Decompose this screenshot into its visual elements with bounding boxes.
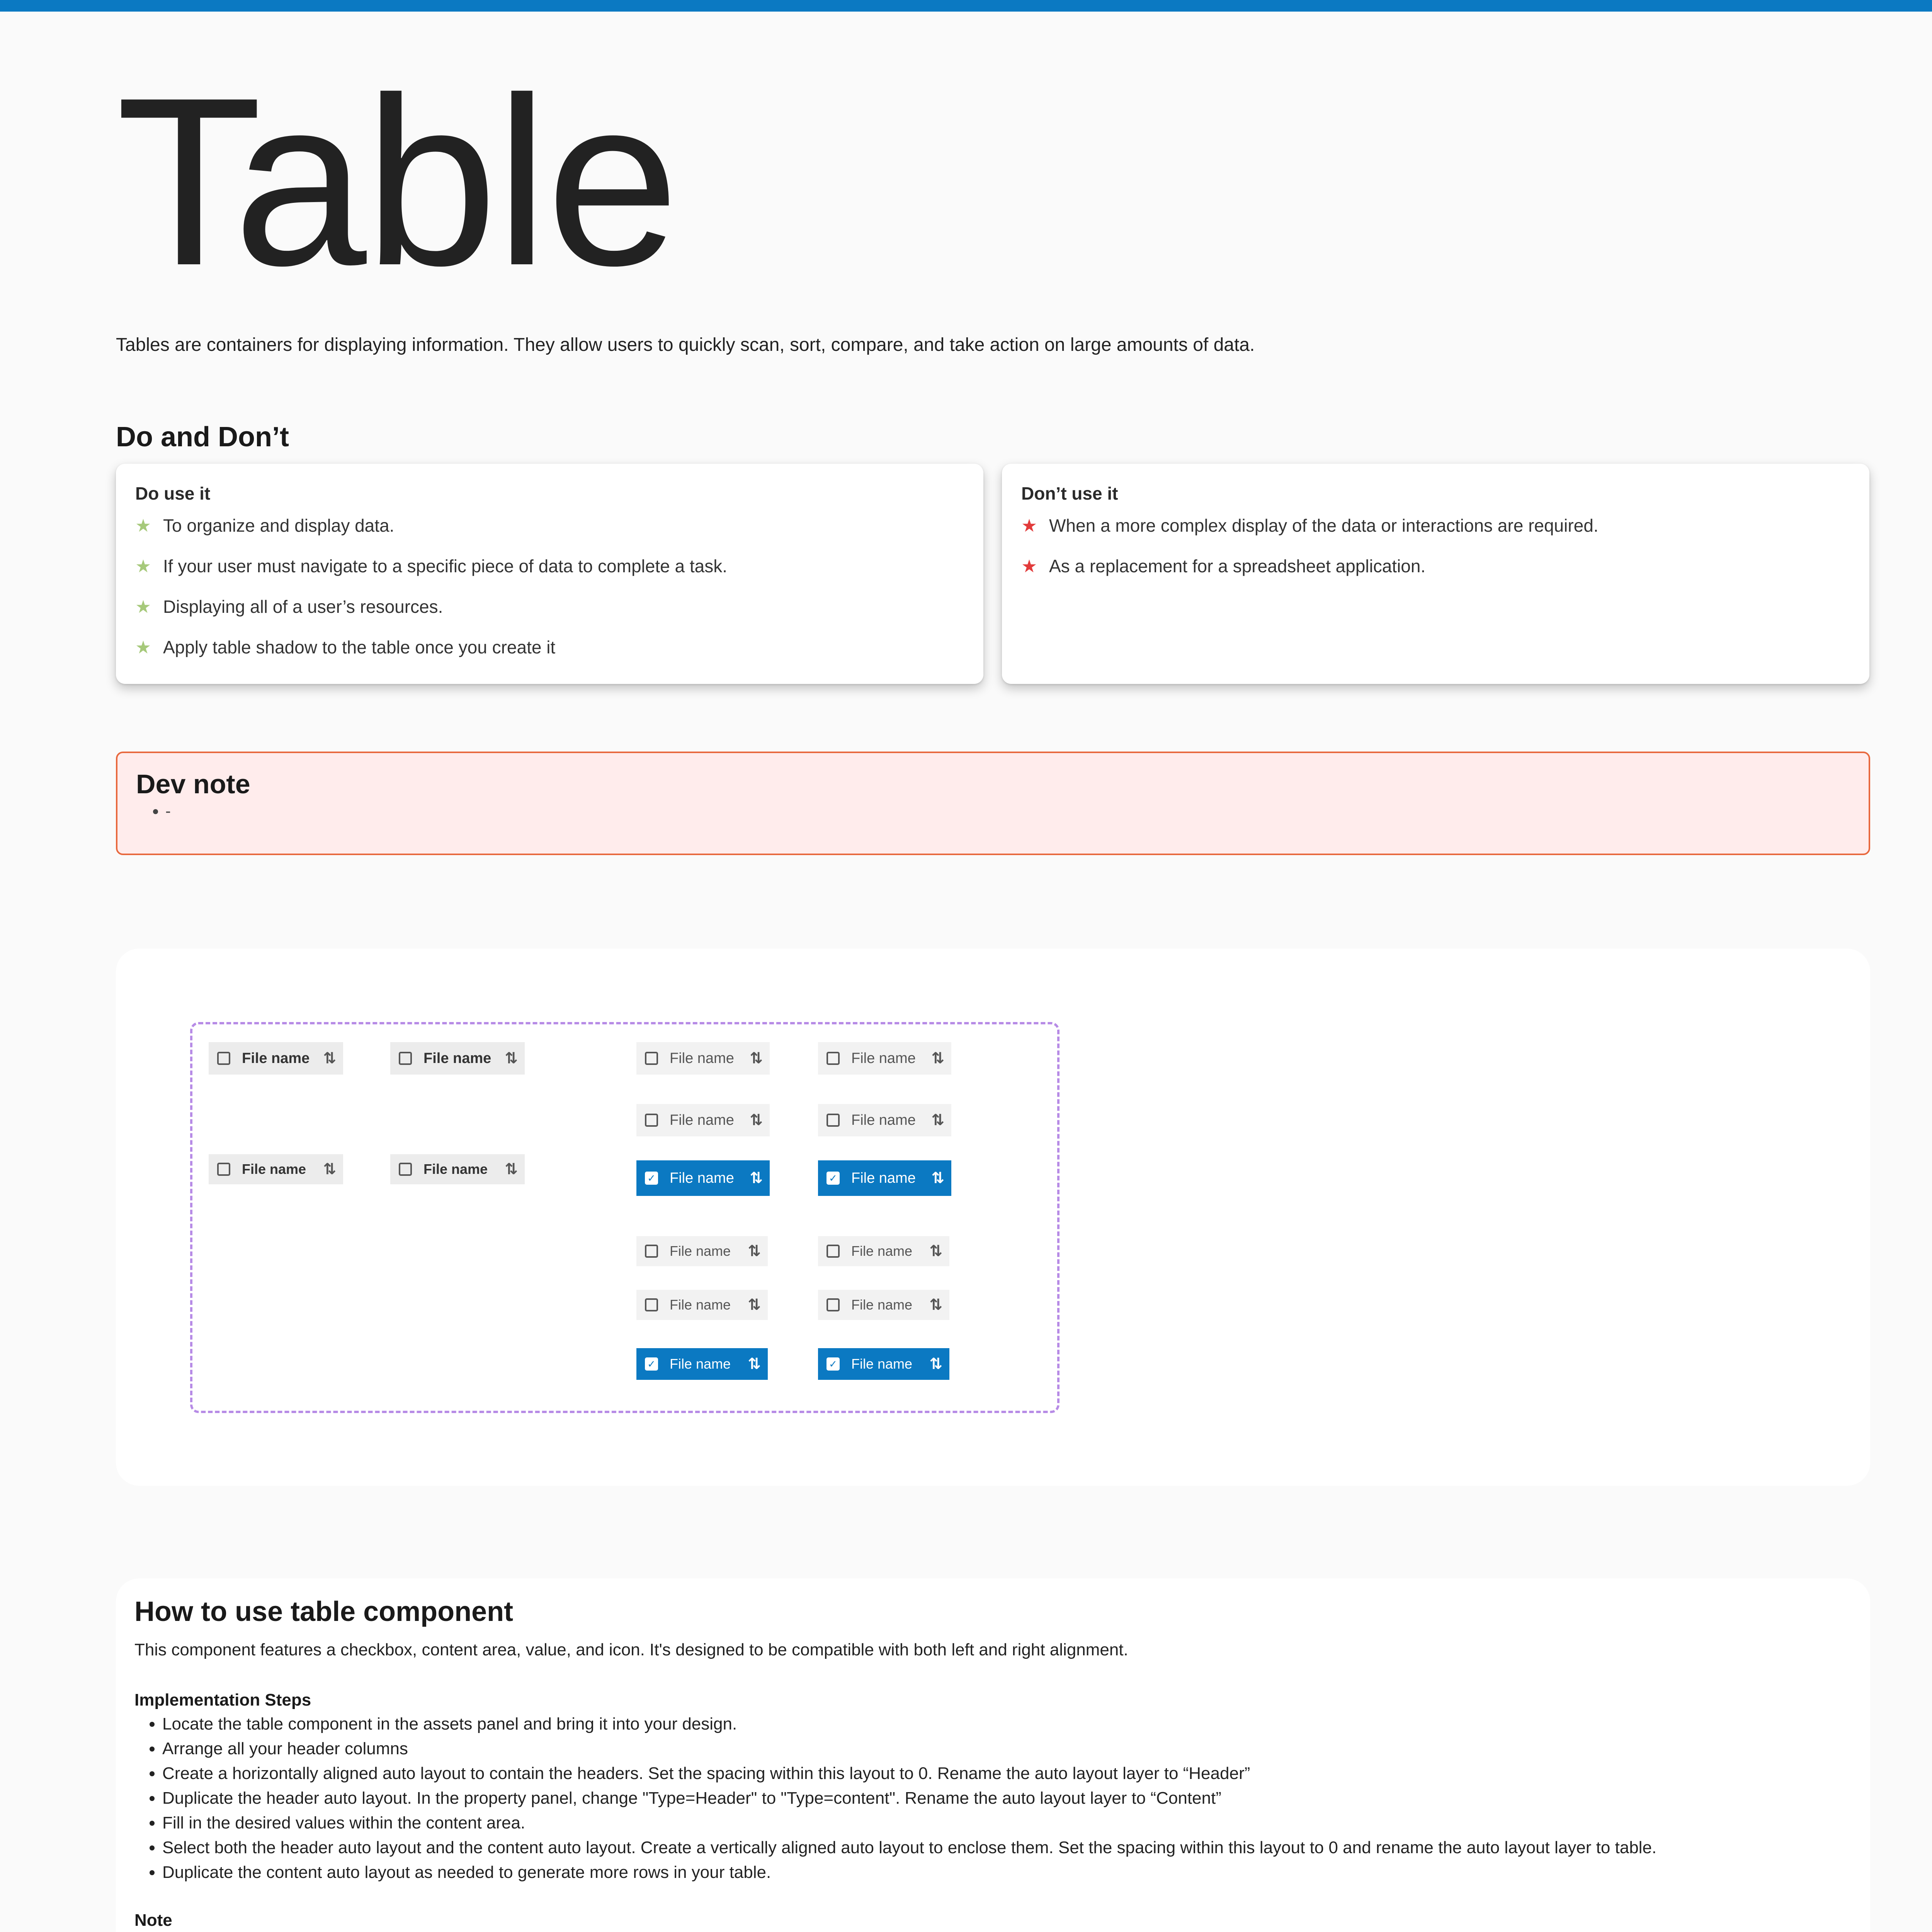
sort-icon[interactable]: ⇅ <box>505 1161 516 1178</box>
page-title: Table <box>116 48 677 315</box>
content-cell[interactable]: File name ⇅ <box>818 1042 951 1075</box>
content-cell-small[interactable]: File name ⇅ <box>818 1290 949 1320</box>
sort-icon[interactable]: ⇅ <box>323 1050 335 1067</box>
sort-icon[interactable]: ⇅ <box>750 1050 761 1067</box>
content-cell-small[interactable]: File name ⇅ <box>636 1236 768 1266</box>
checkbox-icon[interactable] <box>645 1245 658 1258</box>
dont-list <box>1021 514 1850 595</box>
checkbox-icon[interactable] <box>827 1052 840 1065</box>
steps-title: Implementation Steps <box>134 1690 311 1709</box>
top-accent-bar <box>0 0 1932 12</box>
steps-list <box>134 1712 1656 1885</box>
checkbox-icon[interactable] <box>645 1298 658 1311</box>
sort-icon[interactable]: ⇅ <box>748 1243 759 1260</box>
step-item: • Duplicate the header auto layout. In the property panel, change "Type=Header" to "Type=content". Rename the auto layout layer to “Content” <box>162 1786 1656 1811</box>
checkbox-checked-icon[interactable]: ✓ <box>645 1172 658 1185</box>
header-cell[interactable]: File name ⇅ <box>390 1042 525 1075</box>
dont-card-title: Don’t use it <box>1021 483 1118 503</box>
dev-note-title: Dev note <box>136 769 250 799</box>
star-icon: ★ <box>1021 515 1037 536</box>
step-item: • Select both the header auto layout and the content auto layout. Create a vertically aligned auto layout to enclose them. Set the spacing within this layout to 0 and rename the auto layout layer to table. <box>162 1835 1656 1860</box>
do-dont-heading: Do and Don’t <box>116 422 289 452</box>
step-item: • Create a horizontally aligned auto layout to contain the headers. Set the spacing within this layout to 0. Rename the auto layout layer to “Header” <box>162 1761 1656 1786</box>
dont-item: ★ As a replacement for a spreadsheet application. <box>1021 554 1850 595</box>
do-item: ★ Apply table shadow to the table once you create it <box>135 636 964 676</box>
do-item: ★ If your user must navigate to a specific piece of data to complete a task. <box>135 554 964 595</box>
sort-icon[interactable]: ⇅ <box>505 1050 516 1067</box>
sort-icon[interactable]: ⇅ <box>748 1296 759 1313</box>
do-list <box>135 514 964 676</box>
checkbox-checked-icon[interactable]: ✓ <box>645 1357 658 1371</box>
sort-icon[interactable]: ⇅ <box>929 1243 941 1260</box>
content-cell-small-selected[interactable]: ✓ File name ⇅ <box>636 1348 768 1380</box>
dont-card <box>1002 464 1869 684</box>
content-cell-small-selected[interactable]: ✓ File name ⇅ <box>818 1348 949 1380</box>
checkbox-icon[interactable] <box>827 1114 840 1127</box>
content-cell-small[interactable]: File name ⇅ <box>818 1236 949 1266</box>
sort-icon[interactable]: ⇅ <box>931 1050 943 1067</box>
how-to-title: How to use table component <box>134 1596 514 1627</box>
star-icon: ★ <box>1021 556 1037 576</box>
do-card <box>116 464 983 684</box>
step-item: • Duplicate the content auto layout as needed to generate more rows in your table. <box>162 1860 1656 1885</box>
how-to-panel <box>116 1578 1870 1932</box>
do-item: ★ To organize and display data. <box>135 514 964 554</box>
step-item: • Arrange all your header columns <box>162 1736 1656 1761</box>
page-intro: Tables are containers for displaying information. They allow users to quickly scan, sort, compare, and take action on large amounts of data. <box>116 335 1255 355</box>
sort-icon[interactable]: ⇅ <box>929 1296 941 1313</box>
dev-note <box>116 752 1870 855</box>
sort-icon[interactable]: ⇅ <box>748 1355 759 1372</box>
header-cell-small[interactable]: File name ⇅ <box>209 1154 343 1184</box>
dev-note-list <box>136 802 1850 820</box>
star-icon: ★ <box>135 597 151 617</box>
do-item: ★ Displaying all of a user’s resources. <box>135 595 964 636</box>
header-cell[interactable]: File name ⇅ <box>209 1042 343 1075</box>
do-card-title: Do use it <box>135 483 211 503</box>
content-cell-small[interactable]: File name ⇅ <box>636 1290 768 1320</box>
sort-icon[interactable]: ⇅ <box>931 1170 943 1187</box>
checkbox-icon[interactable] <box>645 1052 658 1065</box>
checkbox-icon[interactable] <box>399 1052 412 1065</box>
sort-icon[interactable]: ⇅ <box>931 1112 943 1129</box>
checkbox-checked-icon[interactable]: ✓ <box>827 1357 840 1371</box>
star-icon: ★ <box>135 556 151 576</box>
star-icon: ★ <box>135 637 151 657</box>
sort-icon[interactable]: ⇅ <box>750 1170 761 1187</box>
step-item: • Locate the table component in the assets panel and bring it into your design. <box>162 1712 1656 1736</box>
checkbox-icon[interactable] <box>217 1052 230 1065</box>
sort-icon[interactable]: ⇅ <box>323 1161 335 1178</box>
step-item: • Fill in the desired values within the content area. <box>162 1811 1656 1835</box>
content-cell[interactable]: File name ⇅ <box>636 1104 770 1136</box>
checkbox-icon[interactable] <box>399 1163 412 1176</box>
content-cell[interactable]: File name ⇅ <box>636 1042 770 1075</box>
checkbox-icon[interactable] <box>645 1114 658 1127</box>
star-icon: ★ <box>135 515 151 536</box>
content-cell[interactable]: File name ⇅ <box>818 1104 951 1136</box>
checkbox-icon[interactable] <box>217 1163 230 1176</box>
sort-icon[interactable]: ⇅ <box>750 1112 761 1129</box>
checkbox-icon[interactable] <box>827 1298 840 1311</box>
how-to-description: This component features a checkbox, content area, value, and icon. It's designed to be compatible with both left and right alignment. <box>134 1640 1128 1659</box>
header-cell-small[interactable]: File name ⇅ <box>390 1154 525 1184</box>
checkbox-checked-icon[interactable]: ✓ <box>827 1172 840 1185</box>
content-cell-selected[interactable]: ✓ File name ⇅ <box>636 1160 770 1196</box>
sort-icon[interactable]: ⇅ <box>929 1355 941 1372</box>
note-title: Note <box>134 1911 172 1930</box>
dev-note-item: • - <box>165 802 1850 820</box>
content-cell-selected[interactable]: ✓ File name ⇅ <box>818 1160 951 1196</box>
checkbox-icon[interactable] <box>827 1245 840 1258</box>
dont-item: ★ When a more complex display of the data or interactions are required. <box>1021 514 1850 554</box>
